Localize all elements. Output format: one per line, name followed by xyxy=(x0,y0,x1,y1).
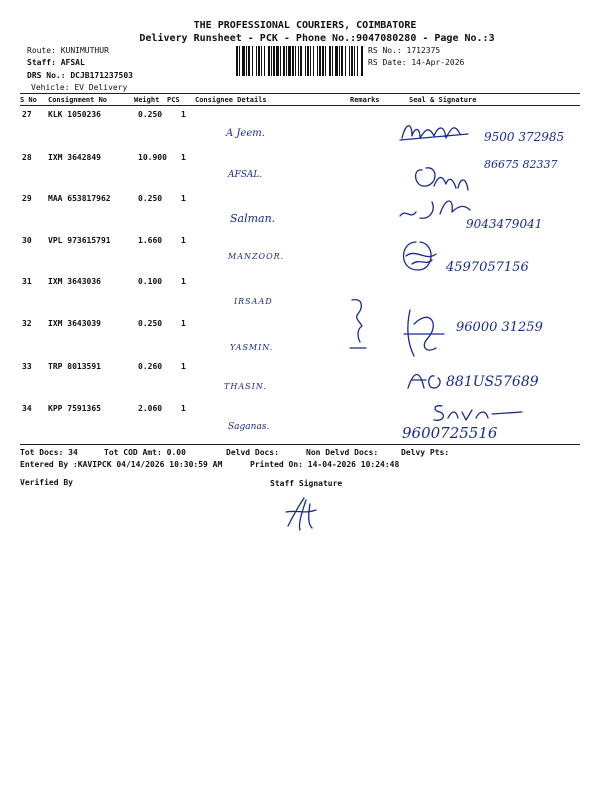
barcode-bar xyxy=(357,46,358,76)
row-pcs: 1 xyxy=(181,404,186,413)
barcode-bar xyxy=(322,46,324,76)
barcode-bar xyxy=(345,46,346,76)
barcode-bar xyxy=(349,46,350,76)
row-consignment: IXM 3643039 xyxy=(48,319,101,328)
row-weight: 0.250 xyxy=(138,194,163,203)
barcode-bar xyxy=(276,46,279,76)
barcode-bar xyxy=(286,46,287,76)
barcode-bar xyxy=(354,46,355,76)
staff-label: Staff: AFSAL xyxy=(27,58,85,67)
verified-by-label: Verified By xyxy=(20,478,73,487)
row-phone-handwritten: 9500 372985 xyxy=(484,130,565,144)
barcode-bar xyxy=(341,46,343,76)
row-phone-handwritten: 4597057156 xyxy=(446,260,529,275)
row-sno: 28 xyxy=(22,153,32,162)
barcode-bar xyxy=(256,46,257,76)
totals-rule xyxy=(20,444,580,445)
barcode-bar xyxy=(280,46,281,76)
row-pcs: 1 xyxy=(181,110,186,119)
barcode-bar xyxy=(298,46,299,76)
barcode-bar xyxy=(295,46,296,76)
row-consignment: MAA 653817962 xyxy=(48,194,111,203)
barcode-bar xyxy=(261,46,262,76)
row-pcs: 1 xyxy=(181,319,186,328)
row-weight: 0.260 xyxy=(138,362,163,371)
barcode-bar xyxy=(283,46,285,76)
barcode-bar xyxy=(273,46,275,76)
row-weight: 0.250 xyxy=(138,319,163,328)
barcode-bar xyxy=(313,46,314,76)
row-consignment: IXM 3642849 xyxy=(48,153,101,162)
barcode-bar xyxy=(325,46,326,76)
total-docs: Tot Docs: 34 xyxy=(20,448,78,457)
col-header-consignee: Consignee Details xyxy=(195,96,267,104)
barcode-bar xyxy=(264,46,265,76)
row-pcs: 1 xyxy=(181,194,186,203)
col-header-sno: S No xyxy=(20,96,37,104)
row-consignment: KPP 7591365 xyxy=(48,404,101,413)
col-header-remarks: Remarks xyxy=(350,96,380,104)
barcode-bar xyxy=(310,46,311,76)
barcode-bar xyxy=(332,46,333,76)
row-consignee-handwritten: YASMIN. xyxy=(230,343,274,352)
signature-scribble xyxy=(398,116,488,152)
barcode-bar xyxy=(268,46,270,76)
row-pcs: 1 xyxy=(181,362,186,371)
col-header-seal: Seal & Signature xyxy=(409,96,477,104)
row-consignment: IXM 3643036 xyxy=(48,277,101,286)
row-consignment: KLK 1050236 xyxy=(48,110,101,119)
printed-on: Printed On: 14-04-2026 10:24:48 xyxy=(250,460,400,469)
drs-number: DRS No.: DCJB171237503 xyxy=(27,71,133,80)
row-weight: 2.060 xyxy=(138,404,163,413)
non-delivered-docs: Non Delvd Docs: xyxy=(306,448,379,457)
barcode-bar xyxy=(258,46,260,76)
row-weight: 10.900 xyxy=(138,153,167,162)
staff-signature-label: Staff Signature xyxy=(270,479,343,488)
barcode xyxy=(236,46,366,76)
signature-scribble xyxy=(430,398,526,424)
col-header-consignment: Consignment No xyxy=(48,96,108,104)
row-phone-handwritten: 96000 31259 xyxy=(456,320,543,335)
barcode-bar xyxy=(329,46,331,76)
barcode-bar xyxy=(300,46,302,76)
row-phone-handwritten: 86675 82337 xyxy=(484,158,558,171)
col-header-pcs: PCS xyxy=(167,96,180,104)
barcode-bar xyxy=(317,46,318,76)
barcode-bar xyxy=(305,46,306,76)
barcode-bar xyxy=(252,46,253,76)
row-sno: 34 xyxy=(22,404,32,413)
col-header-weight: Weight xyxy=(134,96,160,104)
barcode-bar xyxy=(339,46,340,76)
row-pcs: 1 xyxy=(181,236,186,245)
row-consignee-handwritten: A Jeem. xyxy=(226,128,265,139)
row-weight: 1.660 xyxy=(138,236,163,245)
row-phone-handwritten: 9043479041 xyxy=(466,217,543,231)
row-sno: 30 xyxy=(22,236,32,245)
route-label: Route: KUNIMUTHUR xyxy=(27,46,109,55)
runsheet-title: Delivery Runsheet - PCK - Phone No.:9047080280 - Page No.:3 xyxy=(139,33,495,44)
rs-date: RS Date: 14-Apr-2026 xyxy=(368,58,465,67)
table-header-rule xyxy=(20,105,580,106)
table-top-rule xyxy=(20,93,580,94)
staff-signature-scribble xyxy=(282,496,322,532)
barcode-bar xyxy=(335,46,338,76)
entered-by: Entered By :KAVIPCK 04/14/2026 10:30:59 AM xyxy=(20,460,223,469)
barcode-bar xyxy=(246,46,247,76)
delivered-docs: Delvd Docs: xyxy=(226,448,279,457)
barcode-bar xyxy=(319,46,321,76)
barcode-bar xyxy=(271,46,272,76)
barcode-bar xyxy=(351,46,353,76)
barcode-bar xyxy=(307,46,309,76)
barcode-bar xyxy=(288,46,291,76)
row-consignment: VPL 973615791 xyxy=(48,236,111,245)
row-pcs: 1 xyxy=(181,153,186,162)
row-consignee-handwritten: Saganas. xyxy=(228,422,270,432)
row-sno: 33 xyxy=(22,362,32,371)
row-consignee-handwritten: THASIN. xyxy=(224,382,267,391)
row-consignee-handwritten: AFSAL. xyxy=(228,170,263,180)
rs-number: RS No.: 1712375 xyxy=(368,46,441,55)
barcode-bar xyxy=(292,46,294,76)
company-name: THE PROFESSIONAL COURIERS, COIMBATORE xyxy=(193,20,417,31)
barcode-bar xyxy=(239,46,240,76)
row-weight: 0.250 xyxy=(138,110,163,119)
barcode-bar xyxy=(236,46,238,76)
row-consignee-handwritten: IRSAAD xyxy=(234,297,273,306)
barcode-bar xyxy=(242,46,245,76)
barcode-bar xyxy=(361,46,363,76)
vehicle-label: Vehicle: EV Delivery xyxy=(31,83,128,92)
total-cod-amount: Tot COD Amt: 0.00 xyxy=(104,448,186,457)
row-consignee-handwritten: MANZOOR. xyxy=(228,252,285,261)
row-consignment: TRP 8013591 xyxy=(48,362,101,371)
row-sno: 32 xyxy=(22,319,32,328)
row-phone-handwritten: 881US57689 xyxy=(446,374,539,390)
row-sno: 31 xyxy=(22,277,32,286)
row-phone-handwritten: 9600725516 xyxy=(402,424,498,442)
remarks-brace-mark xyxy=(346,296,376,354)
row-weight: 0.100 xyxy=(138,277,163,286)
delivery-points: Delvy Pts: xyxy=(401,448,450,457)
barcode-bar xyxy=(248,46,250,76)
row-pcs: 1 xyxy=(181,277,186,286)
row-sno: 29 xyxy=(22,194,32,203)
row-sno: 27 xyxy=(22,110,32,119)
row-consignee-handwritten: Salman. xyxy=(230,212,276,225)
